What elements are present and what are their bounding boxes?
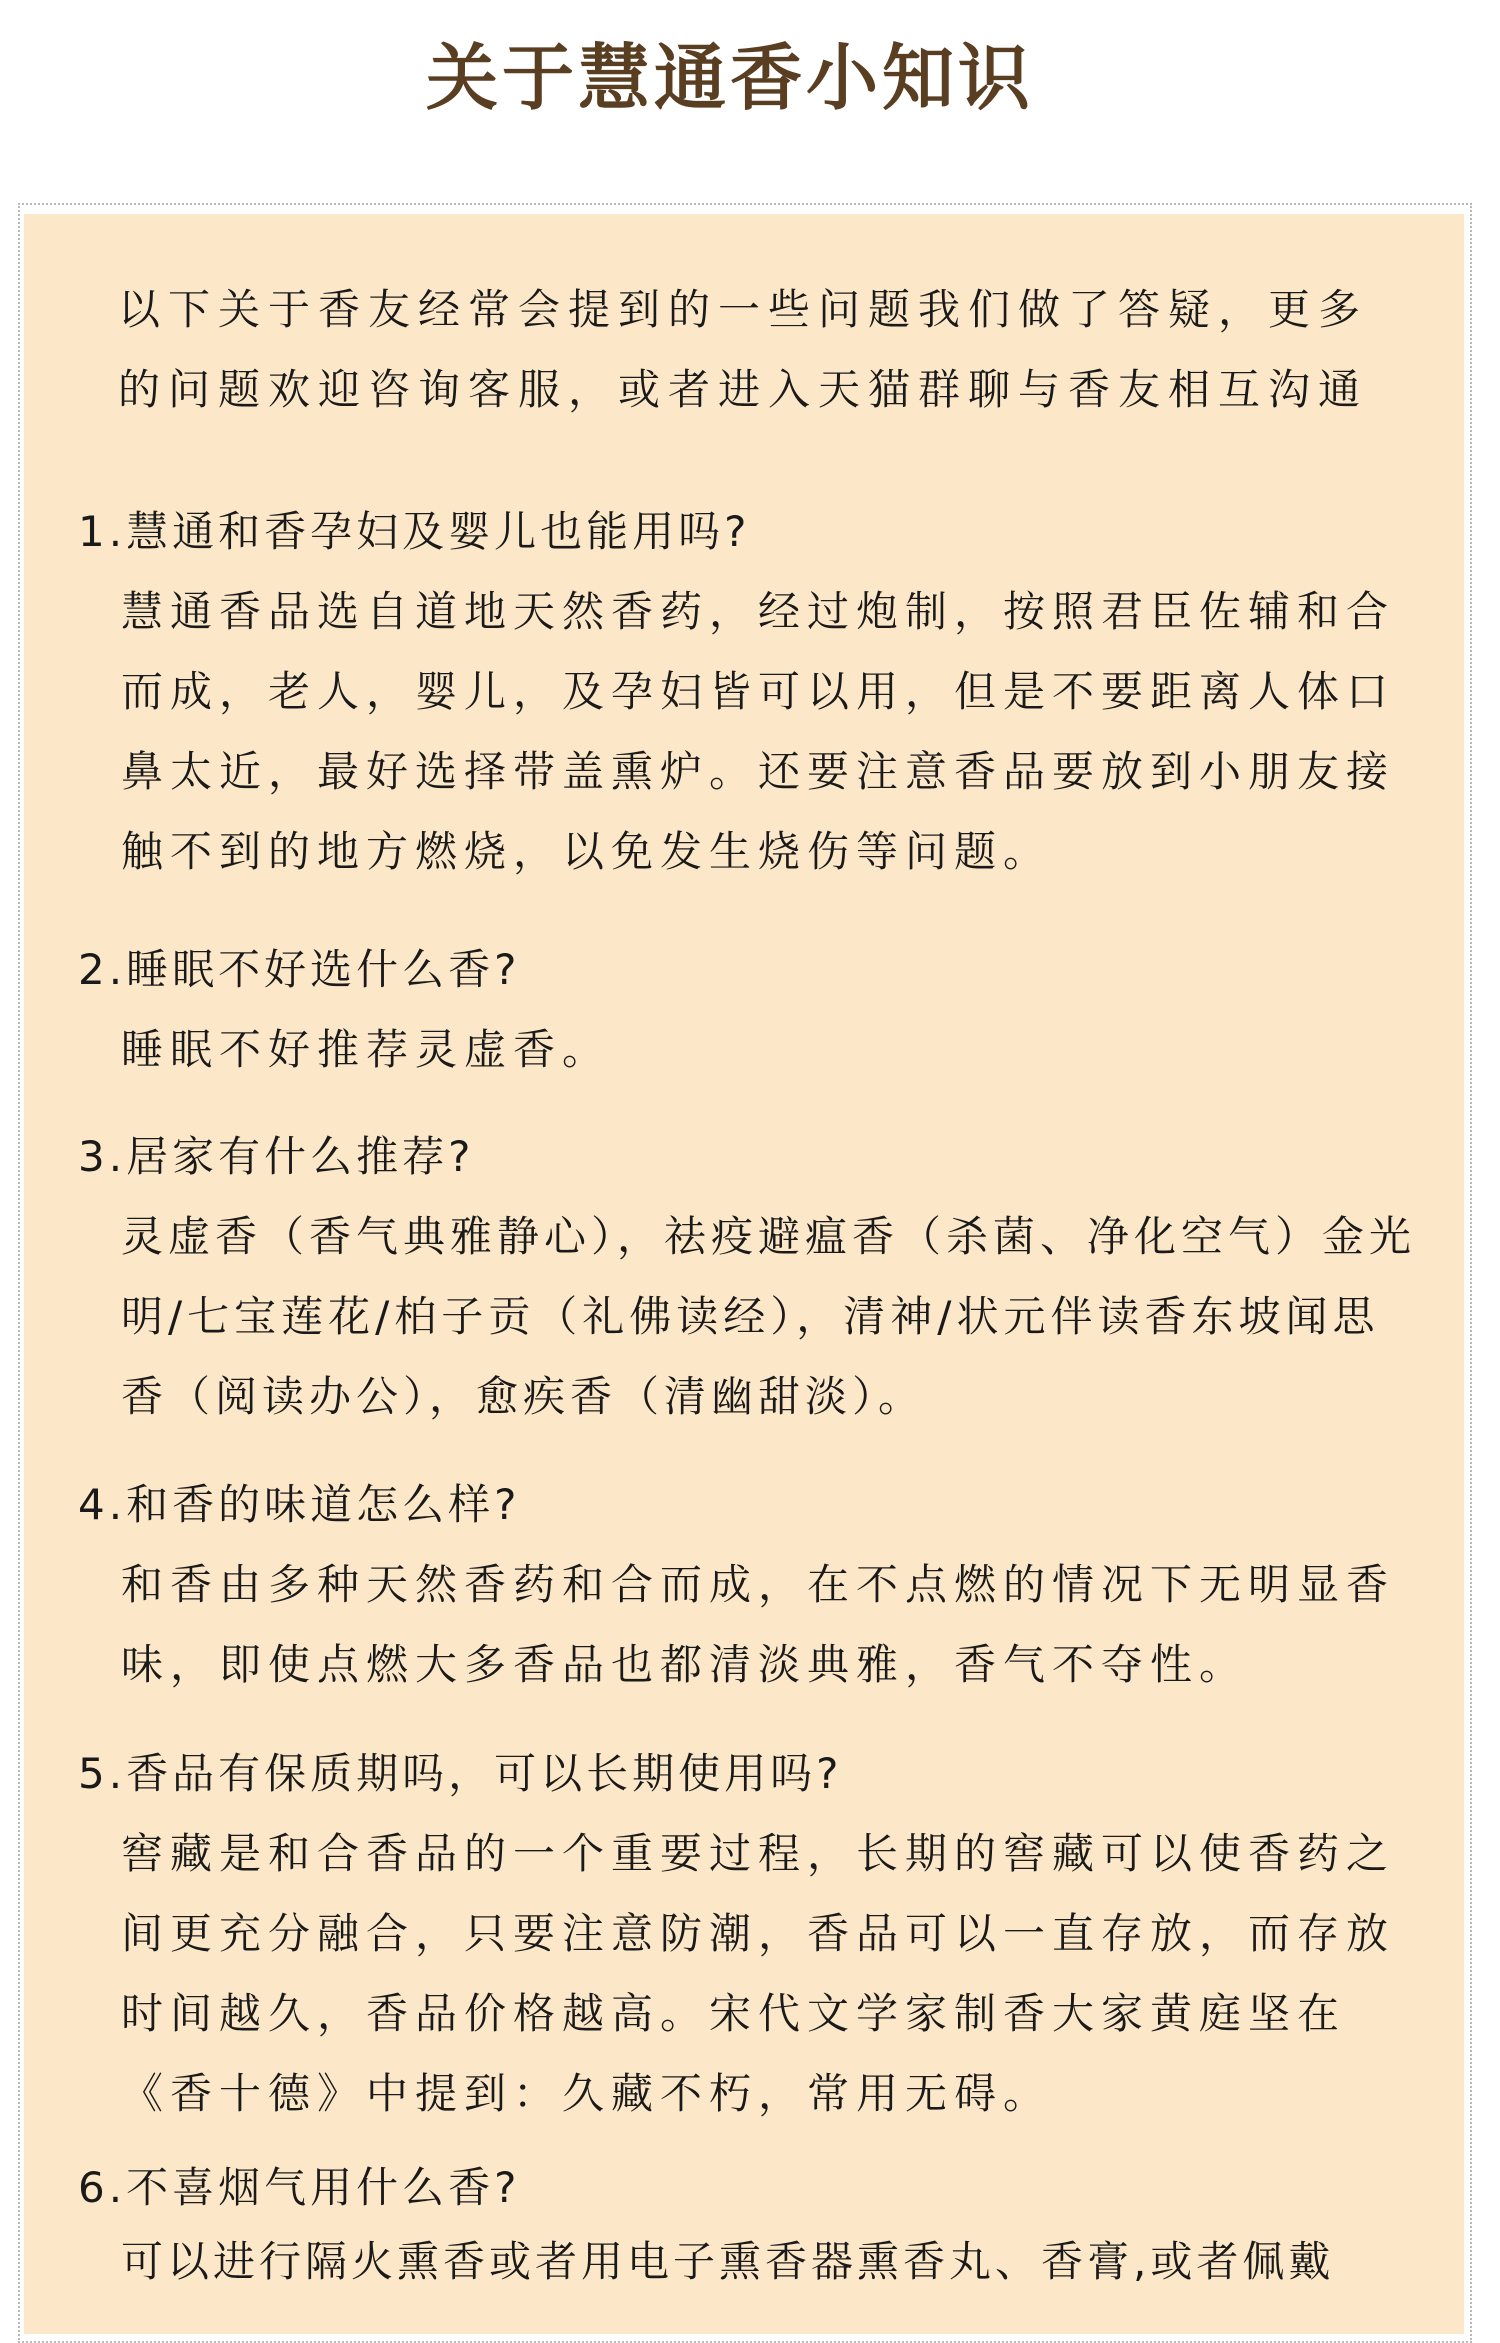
faq-answer: 和香由多种天然香药和合而成，在不点燃的情况下无明显香味，即使点燃大多香品也都清淡典雅，香气不夺性。 [121, 1560, 1396, 1689]
faq-item-4 [78, 1465, 1458, 1705]
faq-answer: 可以进行隔火熏香或者用电子熏香器熏香丸、香膏,或者佩戴 [121, 2237, 1335, 2286]
faq-question: 3.居家有什么推荐? [78, 1132, 475, 1181]
page-title: 关于慧通香小知识 [425, 35, 1034, 120]
faq-item-5 [78, 1734, 1458, 2134]
faq-question: 5.香品有保质期吗，可以长期使用吗? [78, 1749, 843, 1798]
faq-item-1 [78, 492, 1458, 892]
faq-item-2 [78, 930, 1458, 1090]
faq-answer: 慧通香品选自道地天然香药，经过炮制，按照君臣佐辅和合而成，老人，婴儿，及孕妇皆可以用，但是不要距离人体口鼻太近，最好选择带盖熏炉。还要注意香品要放到小朋友接触不到的地方燃烧，以免发生烧伤等问题。 [121, 587, 1396, 876]
faq-question: 1.慧通和香孕妇及婴儿也能用吗? [78, 507, 751, 556]
faq-question: 4.和香的味道怎么样? [78, 1480, 521, 1529]
faq-answer: 灵虚香（香气典雅静心），祛疫避瘟香（杀菌、净化空气）金光明/七宝莲花/柏子贡（礼佛读经），清神/状元伴读香东坡闻思香（阅读办公），愈疾香（清幽甜淡）。 [121, 1212, 1417, 1421]
faq-answer: 睡眠不好推荐灵虚香。 [121, 1025, 612, 1074]
faq-answer: 窖藏是和合香品的一个重要过程，长期的窖藏可以使香药之间更充分融合，只要注意防潮，香品可以一直存放，而存放时间越久，香品价格越高。宋代文学家制香大家黄庭坚在《香十德》中提到：久藏不朽，常用无碍。 [121, 1829, 1396, 2118]
faq-item-3 [78, 1117, 1458, 1437]
faq-item-6 [78, 2148, 1458, 2302]
faq-question: 6.不喜烟气用什么香? [78, 2163, 521, 2212]
faq-question: 2.睡眠不好选什么香? [78, 945, 521, 994]
intro-paragraph: 以下关于香友经常会提到的一些问题我们做了答疑，更多的问题欢迎咨询客服，或者进入天猫群聊与香友相互沟通 [118, 285, 1369, 414]
